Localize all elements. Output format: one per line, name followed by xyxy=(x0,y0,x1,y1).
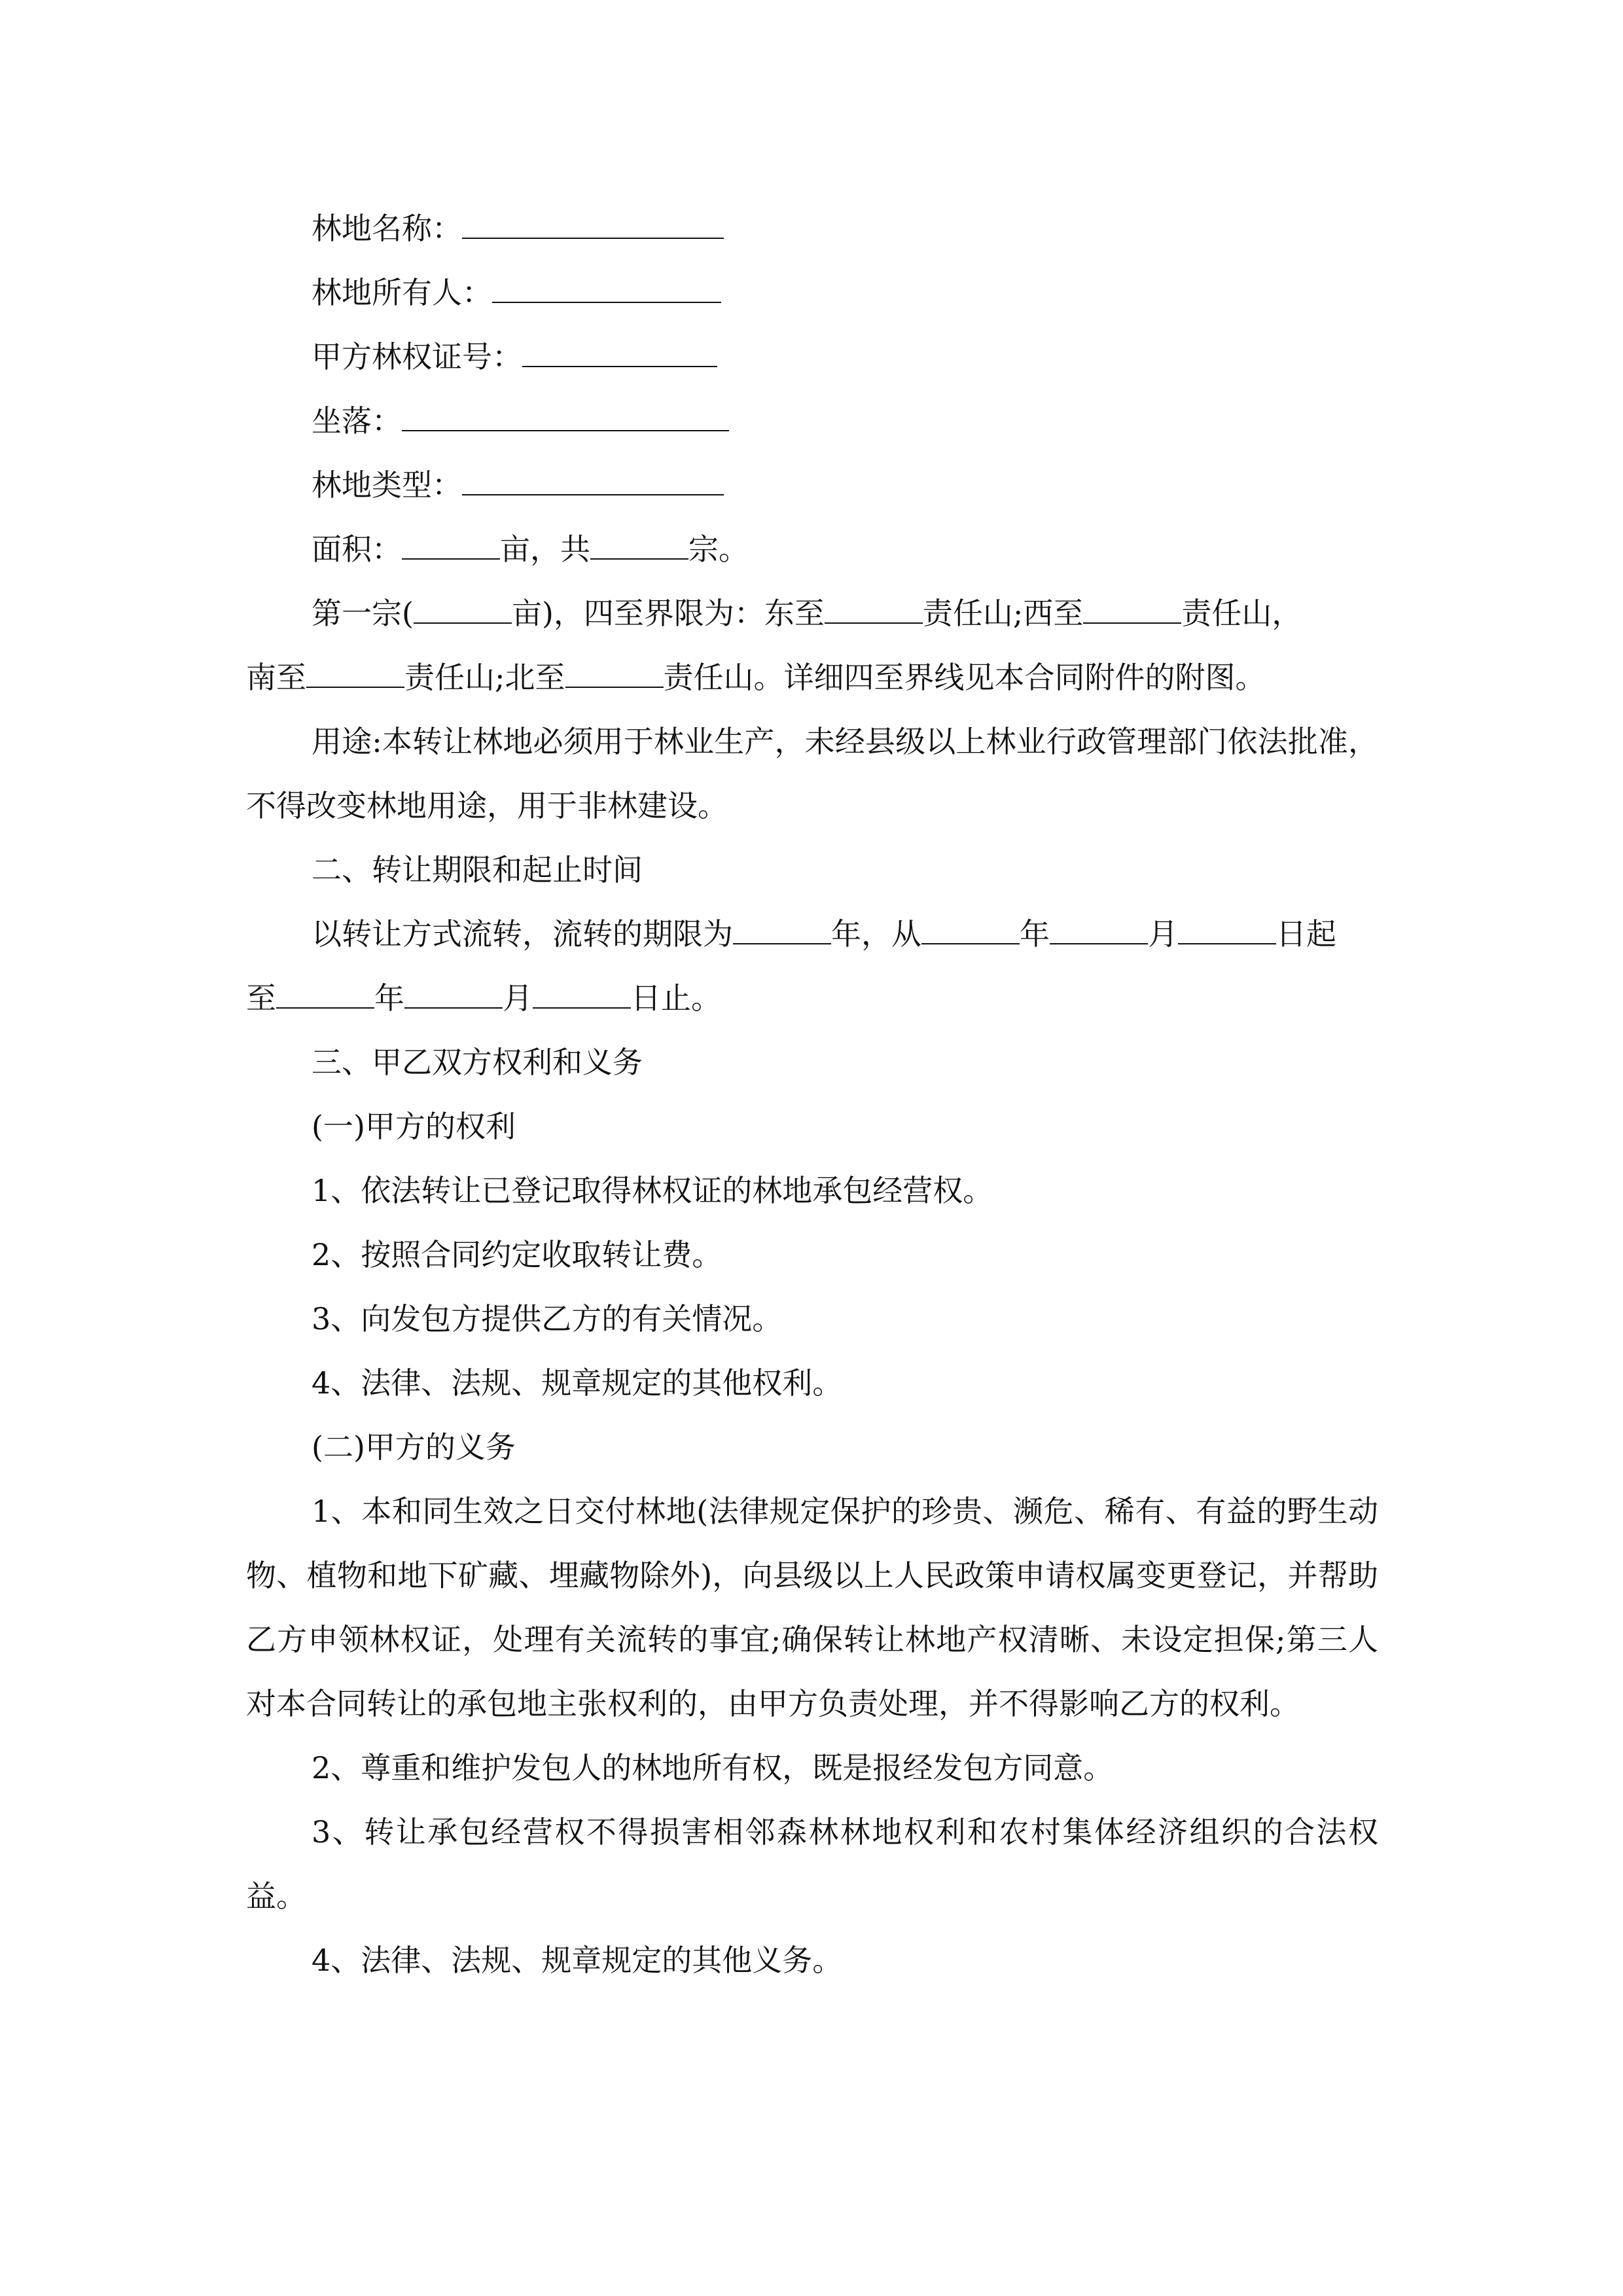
text-run: 责任山。详细四至界线见本合同附件的附图。 xyxy=(663,660,1266,695)
blank-line xyxy=(565,660,664,688)
field-cert-number xyxy=(246,325,1378,389)
blank-line xyxy=(921,917,1020,944)
blank-line xyxy=(414,596,512,624)
blank-line xyxy=(402,532,500,560)
field-label: 坐落： xyxy=(312,403,402,439)
text-run: 月 xyxy=(503,980,533,1016)
unit-text: 宗。 xyxy=(688,531,749,567)
text-run: 日起 xyxy=(1276,916,1336,952)
text-run: 日止。 xyxy=(631,980,721,1016)
blank-line xyxy=(306,660,404,688)
list-item: 4、法律、法规、规章规定的其他权利。 xyxy=(312,1365,843,1401)
field-area xyxy=(246,517,1378,581)
text-run: 以转让方式流转，流转的期限为 xyxy=(312,916,733,952)
list-item: 4、法律、法规、规章规定的其他义务。 xyxy=(312,1943,843,1978)
document-body xyxy=(246,196,1378,1992)
field-label: 林地名称： xyxy=(312,211,462,246)
text-run: 责任山， xyxy=(1181,596,1302,631)
blank-line xyxy=(402,404,729,431)
text-run: 年，从 xyxy=(831,916,921,952)
list-item: 1、依法转让已登记取得林权证的林地承包经营权。 xyxy=(312,1173,993,1208)
blank-line xyxy=(492,276,721,303)
blank-line xyxy=(404,981,503,1009)
blank-line xyxy=(590,532,688,560)
field-forest-name xyxy=(246,196,1378,260)
list-item: 1、本和同生效之日交付林地(法律规定保护的珍贵、濒危、稀有、有益的野生动物、植物和地下矿藏、埋藏物除外)，向县级以上人民政策申请权属变更登记，并帮助乙方申领林权证，处理有关流转的事宜;确保转让林地产权清晰、未设定担保;第三人对本合同转让的承包地主张权利的，由甲方负责处理，并不得影响乙方的权利。 xyxy=(246,1494,1378,1721)
field-location xyxy=(246,389,1378,453)
text-run: 亩)，四至界限为：东至 xyxy=(511,596,825,631)
text-run: 年 xyxy=(1020,916,1050,952)
section-heading: 三、甲乙双方权利和义务 xyxy=(312,1045,643,1080)
blank-line xyxy=(522,340,717,367)
list-item: 3、向发包方提供乙方的有关情况。 xyxy=(312,1301,783,1336)
field-label: 面积： xyxy=(312,531,402,567)
field-label: 林地类型： xyxy=(312,467,462,503)
field-forest-type xyxy=(246,453,1378,517)
subsection-heading: (二)甲方的义务 xyxy=(312,1429,516,1465)
list-item: 2、按照合同约定收取转让费。 xyxy=(312,1237,722,1272)
list-item: 3、转让承包经营权不得损害相邻森林林地权利和农村集体经济组织的合法权益。 xyxy=(246,1814,1378,1914)
list-item: 2、尊重和维护发包人的林地所有权，既是报经发包方同意。 xyxy=(312,1750,1114,1785)
blank-line xyxy=(1050,917,1148,944)
field-label: 林地所有人： xyxy=(312,275,492,310)
text-run: 月 xyxy=(1148,916,1178,952)
text-run: 年 xyxy=(374,980,404,1016)
first-plot-line-1 xyxy=(246,581,1378,645)
blank-line xyxy=(825,596,923,624)
term-line-1 xyxy=(246,902,1378,966)
subsection-heading: (一)甲方的权利 xyxy=(312,1109,516,1144)
section-heading: 二、转让期限和起止时间 xyxy=(312,852,643,888)
blank-line xyxy=(1083,596,1181,624)
blank-line xyxy=(533,981,631,1009)
field-label: 甲方林权证号： xyxy=(312,339,522,374)
text-run: 南至 xyxy=(246,660,306,695)
usage-paragraph: 用途:本转让林地必须用于林业生产，未经县级以上林业行政管理部门依法批准，不得改变林地用途，用于非林建设。 xyxy=(246,724,1378,823)
blank-line xyxy=(733,917,831,944)
term-line-2 xyxy=(246,966,1378,1030)
blank-line xyxy=(1178,917,1276,944)
field-forest-owner xyxy=(246,260,1378,325)
text-run: 责任山;西至 xyxy=(922,596,1084,631)
blank-line xyxy=(276,981,374,1009)
text-run: 至 xyxy=(246,980,276,1016)
text-run: 责任山;北至 xyxy=(404,660,565,695)
blank-line xyxy=(462,211,724,239)
text-run: 第一宗( xyxy=(312,596,414,631)
blank-line xyxy=(462,468,724,495)
first-plot-line-2 xyxy=(246,645,1378,709)
unit-text: 亩，共 xyxy=(500,531,590,567)
